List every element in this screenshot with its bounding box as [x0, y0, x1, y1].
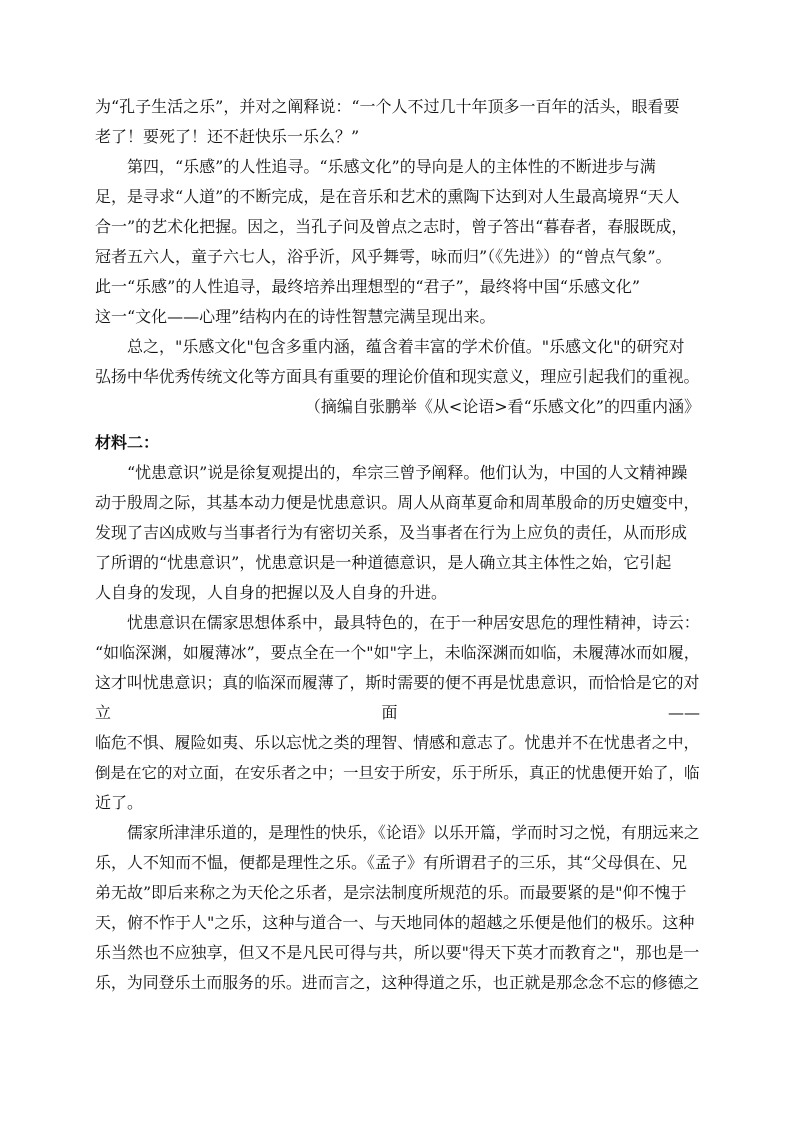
text-line: 乐，为同登乐土而服务的乐。进而言之，这种得道之乐，也正就是那念念不忘的修德之: [95, 973, 700, 992]
justified-split-line: [95, 698, 700, 728]
text-line: 乐，人不知而不愠，便都是理性之乐。《孟子》有所谓君子的三乐，其“父母俱在、兄: [95, 853, 688, 872]
text-line: 弟无故”即后来称之为天伦之乐者，是宗法制度所规范的乐。而最要紧的是"仰不愧于: [95, 883, 687, 902]
text-line: “如临深渊，如履薄冰”，要点全在一个"如"字上，未临深渊而如临，未履薄冰而如履，: [95, 643, 700, 662]
paragraph-anxiety-consciousness: [95, 458, 700, 608]
text-line: 了所谓的“忧患意识”，忧患意识是一种道德意识，是人确立其主体性之始，它引起: [95, 553, 672, 572]
text-fragment: ——: [668, 703, 700, 722]
text-line: 老了！要死了！还不赶快乐一乐么？”: [95, 127, 360, 146]
source-citation: （摘编自张鹏举《从<论语>看“乐感文化”的四重内涵》: [304, 397, 700, 416]
text-line: 动于殷周之际，其基本动力便是忧患意识。周人从商革夏命和周革殷命的历史嬗变中，: [95, 493, 700, 512]
text-line: 临危不惧、履险如夷、乐以忘忧之类的理智、情感和意志了。忧患并不在忧患者之中，: [95, 733, 700, 752]
text-line: 合一”的艺术化把握。因之，当孔子问及曾点之志时，曾子答出“暮春者，春服既成，: [95, 217, 688, 236]
text-fragment: 面: [381, 703, 398, 722]
text-line: 乐当然也不应独享，但又不是凡民可得与共，所以要"得天下英才而教育之"，那也是一: [95, 943, 700, 962]
text-line: 倒是在它的对立面，在安乐者之中；一旦安于所安，乐于所乐，真正的忧患便开始了，临: [95, 764, 700, 782]
text-line: 这才叫忧患意识；真的临深而履薄了，斯时需要的便不再是忧患意识，而恰恰是它的对: [95, 673, 700, 692]
text-line: 发现了吉凶成败与当事者行为有密切关系，及当事者在行为上应负的责任，从而形成: [95, 523, 688, 542]
section-heading: 材料二：: [95, 433, 160, 452]
text-line: “忧患意识”说是徐复观提出的，牟宗三曾予阐释。他们认为，中国的人文精神躁: [127, 463, 688, 482]
text-line: 总之，"乐感文化"包含多重内涵，蕴含着丰富的学术价值。"乐感文化"的研究对: [127, 337, 685, 356]
text-line: 这一“文化——心理”结构内在的诗性智慧完满呈现出来。: [95, 307, 496, 326]
text-line: 儒家所津津乐道的，是理性的快乐，《论语》以乐开篇，学而时习之悦，有朋远来之: [127, 823, 700, 842]
text-line: 忧患意识在儒家思想体系中，最具特色的，在于一种居安思危的理性精神，诗云：: [127, 613, 700, 632]
text-line: 冠者五六人，童子六七人，浴乎沂，风乎舞雩，咏而归”（《先进》）的“曾点气象”。: [95, 247, 672, 266]
text-line: 人自身的发现，人自身的把握以及人自身的升进。: [95, 583, 448, 602]
paragraph-fourth-point: [95, 152, 700, 332]
text-line: 第四，“乐感”的人性追寻。“乐感文化”的导向是人的主体性的不断进步与满: [127, 157, 656, 176]
paragraph-rational-spirit: [95, 608, 700, 818]
paragraph-confucius-joy: [95, 92, 700, 152]
text-fragment: 立: [95, 703, 112, 722]
paragraph-conclusion: [95, 332, 700, 392]
text-line: 此一“乐感”的人性追寻，最终培养出理想型的“君子”，最终将中国“乐感文化”: [95, 277, 641, 296]
text-line: 足，是寻求“人道”的不断完成，是在音乐和艺术的熏陶下达到对人生最高境界“天人: [95, 187, 680, 206]
document-body: [95, 92, 700, 998]
text-line: 天，俯不怍于人"之乐，这种与道合一、与天地同体的超越之乐便是他们的极乐。这种: [95, 913, 695, 932]
text-line: 为“孔子生活之乐”，并对之阐释说：“一个人不过几十年顶多一百年的活头，眼看要: [95, 97, 680, 116]
text-line: 近了。: [95, 793, 144, 812]
paragraph-rational-joy: [95, 818, 700, 998]
text-line: 弘扬中华优秀传统文化等方面具有重要的理论价值和现实意义，理应引起我们的重视。: [95, 367, 700, 386]
